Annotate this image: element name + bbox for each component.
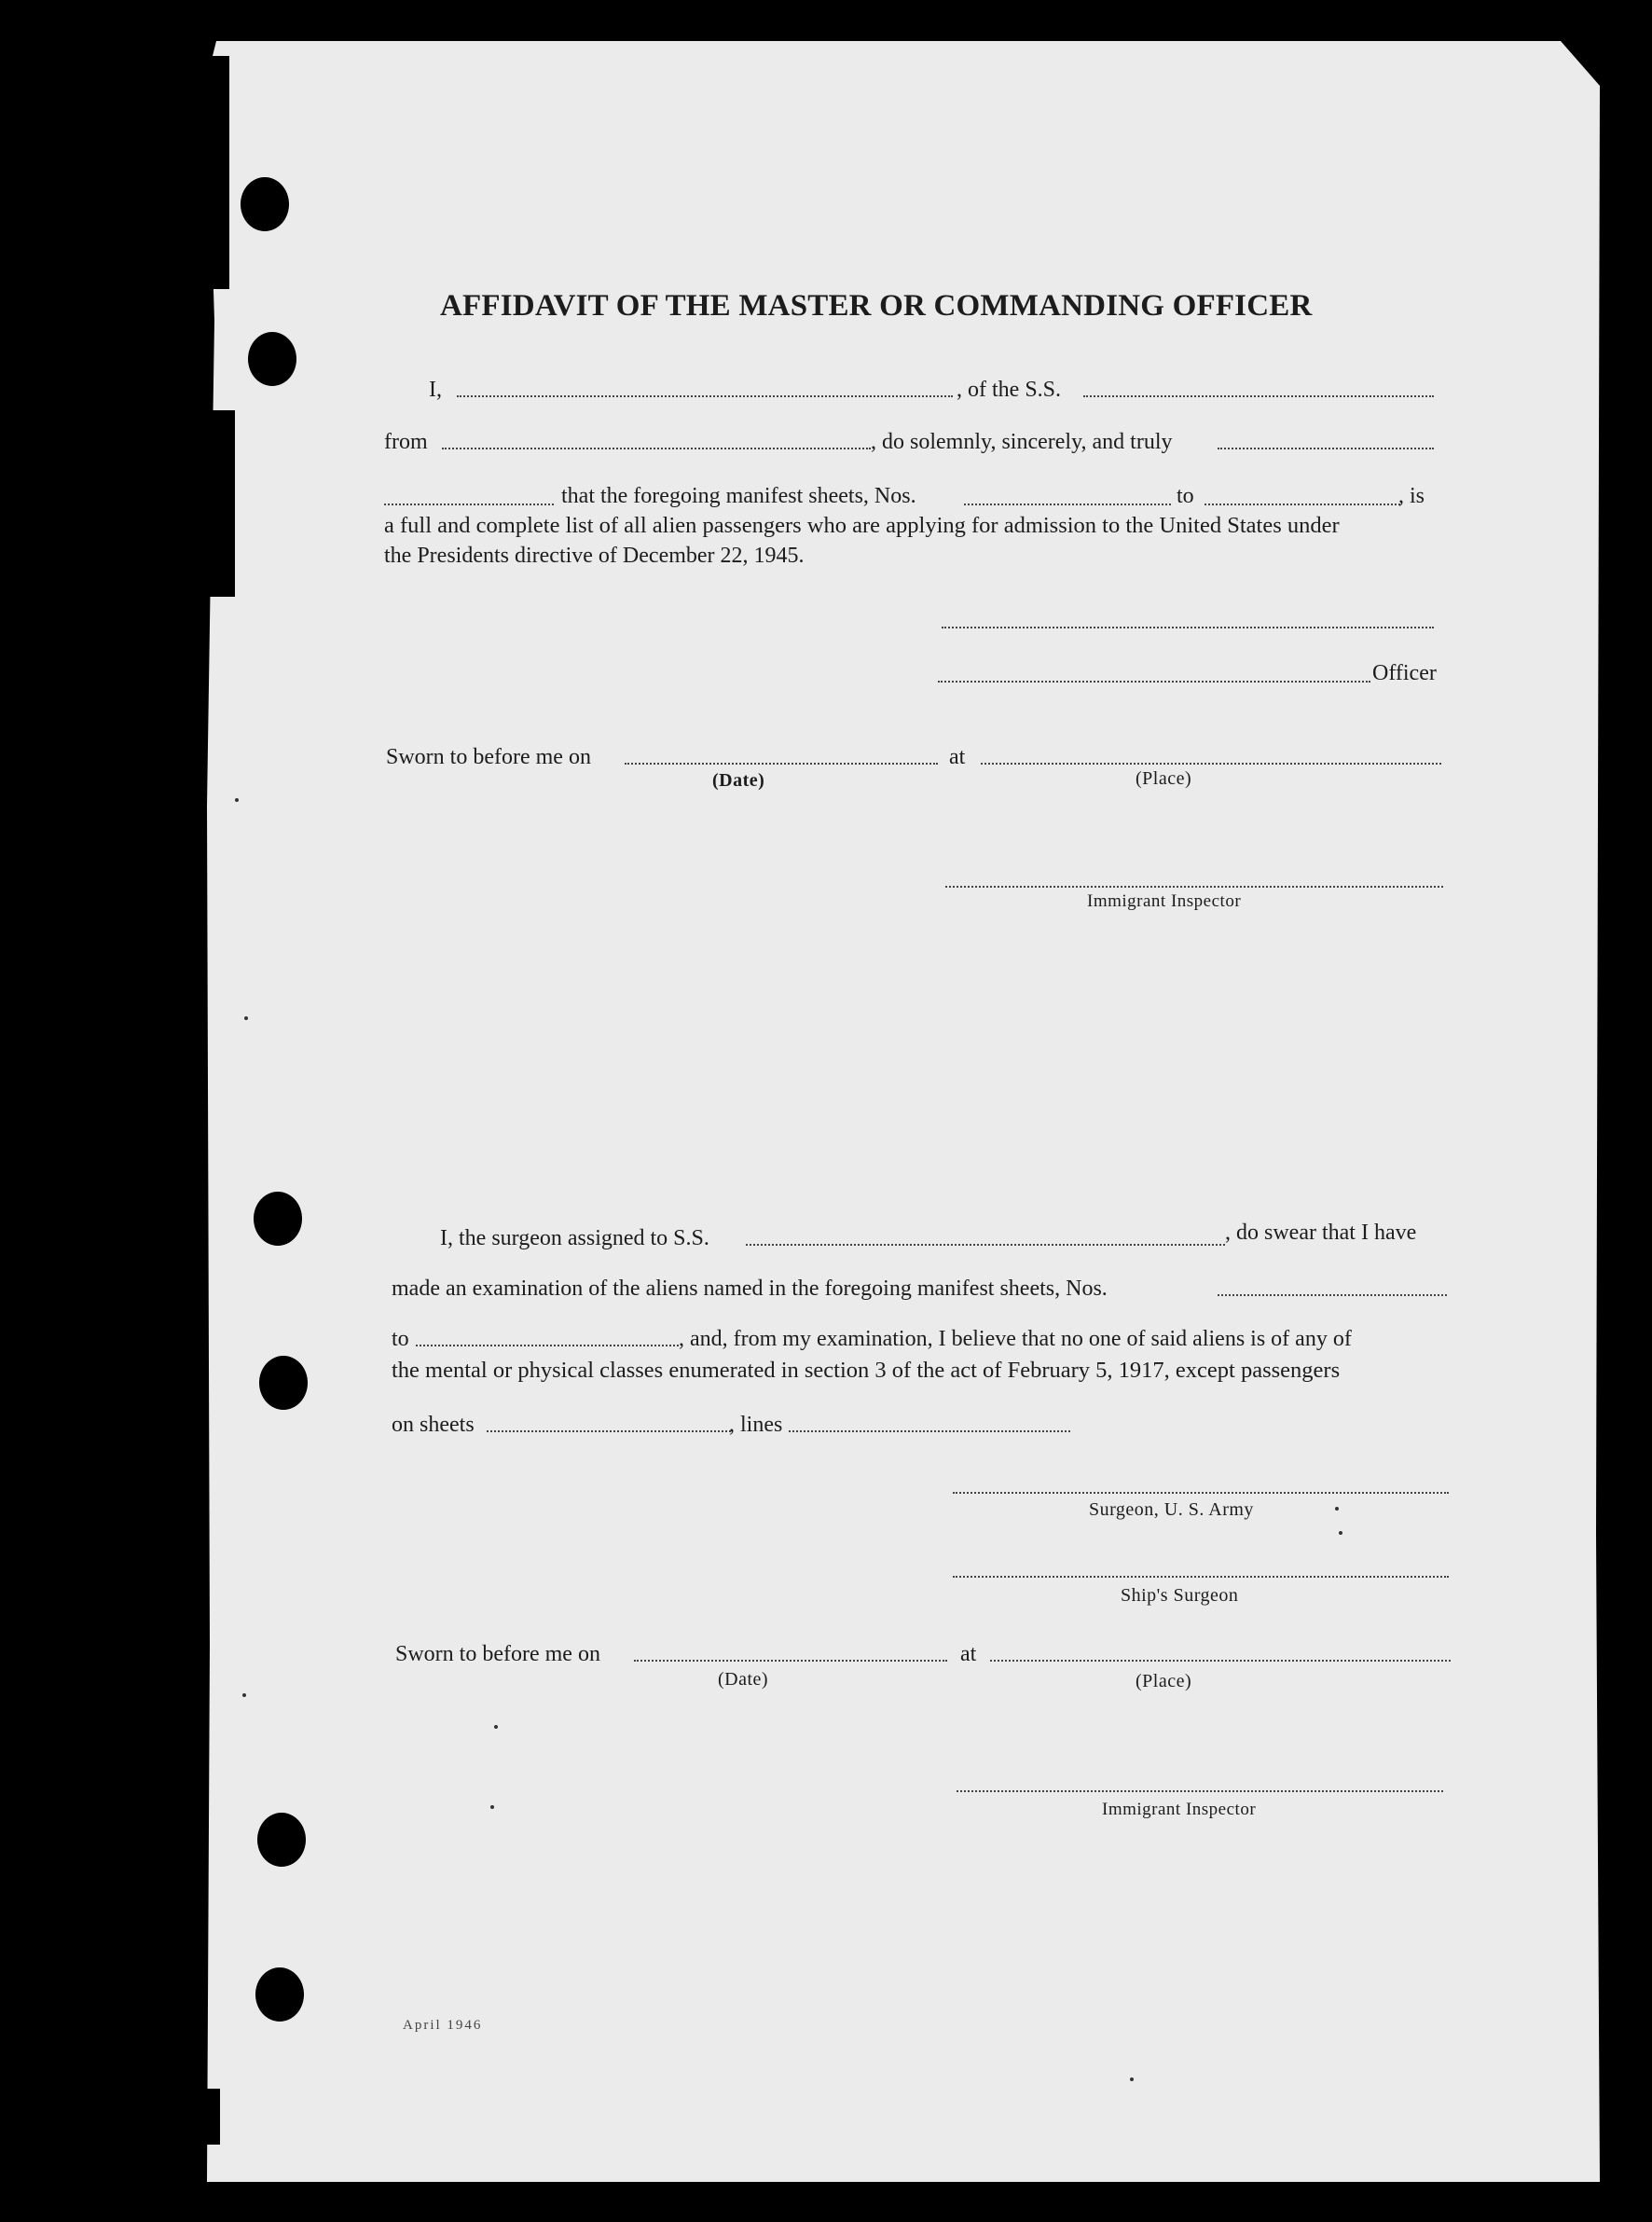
master-sworn-date-field[interactable] (625, 763, 938, 765)
form-date: April 1946 (403, 2018, 483, 2033)
army-surgeon-label: Surgeon, U. S. Army (1089, 1499, 1254, 1520)
master-line3-to: to (1177, 484, 1194, 508)
master-name-field[interactable] (457, 395, 953, 397)
master-line3-manifest: that the foregoing manifest sheets, Nos. (561, 484, 916, 508)
master-line1-of-ss: , of the S.S. (957, 378, 1062, 402)
surgeon-place-label: (Place) (1136, 1671, 1192, 1691)
punch-hole (241, 177, 289, 231)
dust-speck (235, 798, 239, 802)
signature-line[interactable] (942, 627, 1434, 628)
form-title: AFFIDAVIT OF THE MASTER OR COMMANDING OFFICER (440, 289, 1313, 323)
surgeon-line5-lines: , lines (729, 1413, 783, 1437)
edge-tear (201, 410, 235, 597)
dust-speck (1130, 2077, 1134, 2081)
master-line4: a full and complete list of all alien passengers who are applying for admission to the United States under (384, 513, 1340, 538)
surgeon-inspector-label: Immigrant Inspector (1102, 1800, 1257, 1819)
dust-speck (494, 1725, 498, 1729)
surgeon-line4: the mental or physical classes enumerated in section 3 of the act of February 5, 1917, except passengers (392, 1358, 1341, 1383)
form-sheet (207, 41, 1600, 2182)
surgeon-sworn-place-field[interactable] (990, 1660, 1451, 1662)
surgeon-sheets-to-field[interactable] (416, 1345, 679, 1346)
officer-signature-field[interactable] (938, 681, 1370, 683)
surgeon-sworn-date-field[interactable] (634, 1660, 947, 1662)
surgeon-line5-sheets: on sheets (392, 1413, 475, 1437)
master-place-label: (Place) (1136, 768, 1192, 789)
edge-tear (201, 56, 229, 289)
dust-speck (1339, 1531, 1342, 1535)
dust-speck (490, 1805, 494, 1809)
ship-surgeon-label: Ship's Surgeon (1121, 1585, 1239, 1606)
surgeon-sheets-from-field[interactable] (1218, 1294, 1447, 1296)
surgeon-except-sheets-field[interactable] (487, 1430, 731, 1432)
surgeon-sworn-at: at (960, 1642, 977, 1666)
sheets-to-field[interactable] (1205, 504, 1400, 505)
master-date-label: (Date) (712, 770, 765, 791)
punch-hole (257, 1813, 306, 1867)
surgeon-line1-start: I, the surgeon assigned to S.S. (440, 1226, 709, 1250)
punch-hole (254, 1192, 302, 1246)
ship-surgeon-signature-field[interactable] (953, 1576, 1449, 1578)
oath-type-field[interactable] (1218, 448, 1434, 449)
army-surgeon-signature-field[interactable] (953, 1492, 1449, 1494)
master-line5: the Presidents directive of December 22, 1945. (384, 544, 805, 568)
edge-tear (201, 2089, 220, 2145)
officer-label: Officer (1372, 661, 1437, 685)
surgeon-sworn-text: Sworn to before me on (395, 1642, 600, 1666)
surgeon-line1-end: , do swear that I have (1225, 1221, 1417, 1245)
from-port-field[interactable] (442, 448, 871, 449)
dust-speck (1335, 1507, 1339, 1511)
master-line2-from: from (384, 430, 428, 454)
master-sworn-text: Sworn to before me on (386, 745, 591, 769)
sheets-from-field[interactable] (964, 504, 1171, 505)
surgeon-line3-to: to (392, 1327, 409, 1351)
master-sworn-place-field[interactable] (981, 763, 1441, 765)
surgeon-except-lines-field[interactable] (789, 1430, 1070, 1432)
master-line1-i: I, (429, 378, 442, 402)
punch-hole (259, 1356, 308, 1410)
oath-verb-field[interactable] (384, 504, 554, 505)
dust-speck (242, 1693, 246, 1697)
surgeon-inspector-signature-field[interactable] (957, 1790, 1443, 1792)
dust-speck (244, 1016, 248, 1020)
surgeon-ship-field[interactable] (746, 1244, 1225, 1246)
master-line3-is: , is (1398, 484, 1425, 508)
master-inspector-label: Immigrant Inspector (1087, 891, 1242, 911)
master-sworn-at: at (949, 745, 966, 769)
surgeon-date-label: (Date) (718, 1669, 769, 1690)
punch-hole (255, 1967, 304, 2022)
punch-hole (248, 332, 296, 386)
ship-name-field[interactable] (1083, 395, 1434, 397)
master-line2-solemnly: , do solemnly, sincerely, and truly (871, 430, 1173, 454)
surgeon-line3-rest: , and, from my examination, I believe that no one of said aliens is of any of (679, 1327, 1352, 1351)
master-inspector-signature-field[interactable] (945, 886, 1443, 888)
surgeon-line2: made an examination of the aliens named in the foregoing manifest sheets, Nos. (392, 1277, 1108, 1301)
